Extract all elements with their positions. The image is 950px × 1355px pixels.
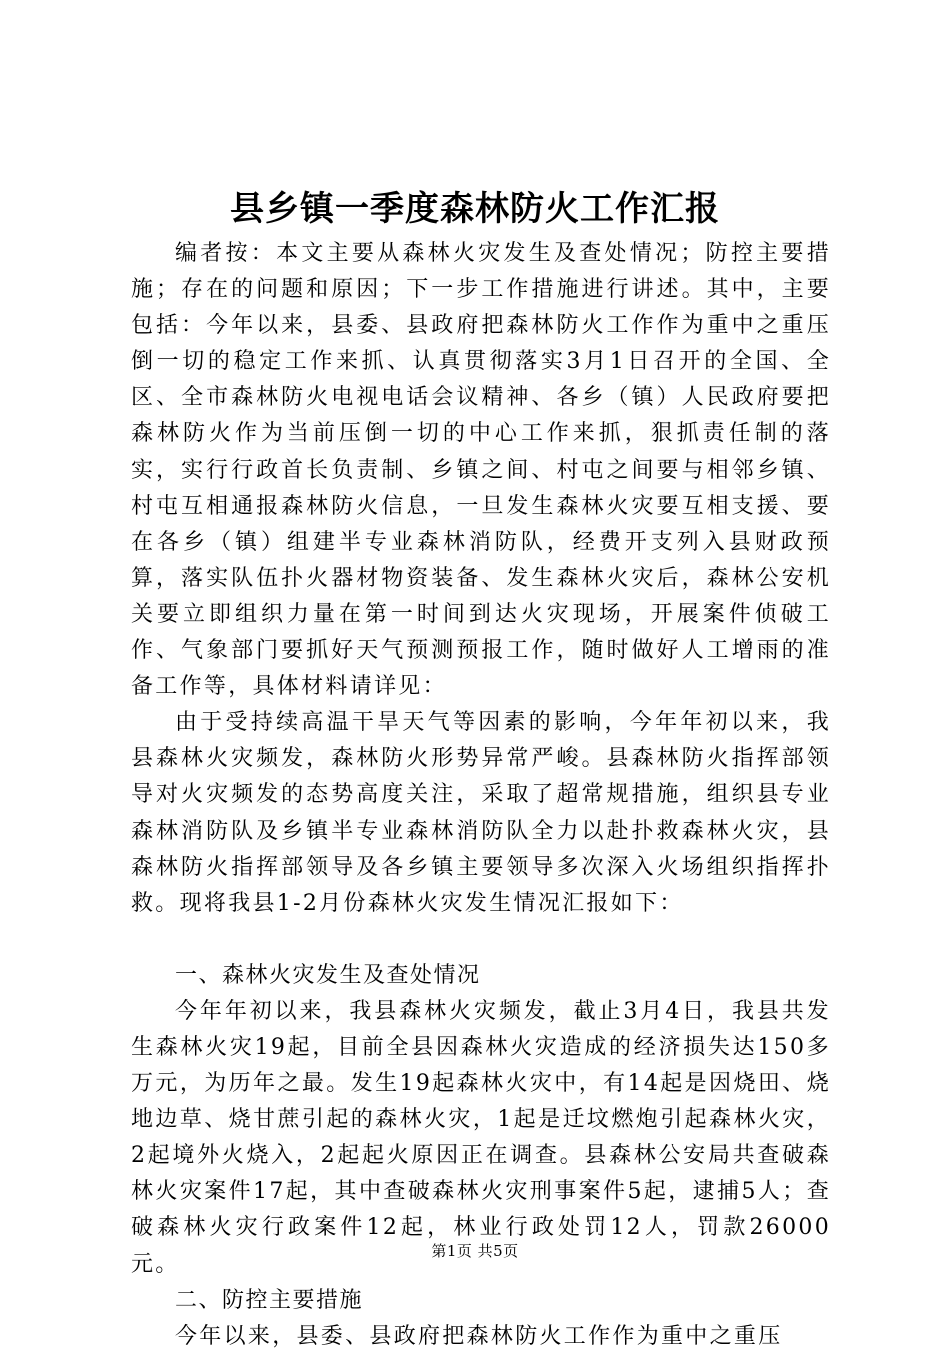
- section-heading-2: 二、防控主要措施: [175, 1287, 364, 1313]
- section-1-paragraph: 今年年初以来，我县森林火灾频发，截止3月4日，我县共发生森林火灾19起，目前全县因森林火灾造成的经济损失达150多万元，为历年之最。发生19起森林火灾中，有14起是因烧田、烧地边草、烧甘蔗引起的森林火灾，1起是迁坟燃炮引起森林火灾，2起境外火烧入，2起起火原因正在调查。县森林公安局共查破森林火灾案件17起，其中查破森林火灾刑事案件5起，逮捕5人；查破森林火灾行政案件12起，林业行政处罚12人，罚款26000元。: [131, 998, 831, 1277]
- document-title: 县乡镇一季度森林防火工作汇报: [230, 189, 720, 229]
- page-footer: 第1页 共5页: [431, 1242, 519, 1260]
- intro-paragraph: 由于受持续高温干旱天气等因素的影响，今年年初以来，我县森林火灾频发，森林防火形势异常严峻。县森林防火指挥部领导对火灾频发的态势高度关注，采取了超常规措施，组织县专业森林消防队及乡镇半专业森林消防队全力以赴扑救森林火灾，县森林防火指挥部领导及各乡镇主要领导多次深入火场组织指挥扑救。现将我县1-2月份森林火灾发生情况汇报如下：: [131, 710, 831, 916]
- editor-note-paragraph: 编者按：本文主要从森林火灾发生及查处情况；防控主要措施；存在的问题和原因；下一步工作措施进行讲述。其中，主要包括：今年以来，县委、县政府把森林防火工作作为重中之重压倒一切的稳定工作来抓、认真贯彻落实3月1日召开的全国、全区、全市森林防火电视电话会议精神、各乡（镇）人民政府要把森林防火作为当前压倒一切的中心工作来抓，狠抓责任制的落实，实行行政首长负责制、乡镇之间、村屯之间要与相邻乡镇、村屯互相通报森林防火信息，一旦发生森林火灾要互相支援、要在各乡（镇）组建半专业森林消防队，经费开支列入县财政预算，落实队伍扑火器材物资装备、发生森林火灾后，森林公安机关要立即组织力量在第一时间到达火灾现场，开展案件侦破工作、气象部门要抓好天气预测预报工作，随时做好人工增雨的准备工作等，具体材料请详见：: [131, 241, 831, 700]
- document-body: [131, 236, 831, 1355]
- section-2-paragraph: 今年以来，县委、县政府把森林防火工作作为重中之重压: [175, 1323, 783, 1349]
- section-heading-1: 一、森林火灾发生及查处情况: [175, 962, 481, 988]
- paragraph-spacer: [131, 922, 831, 958]
